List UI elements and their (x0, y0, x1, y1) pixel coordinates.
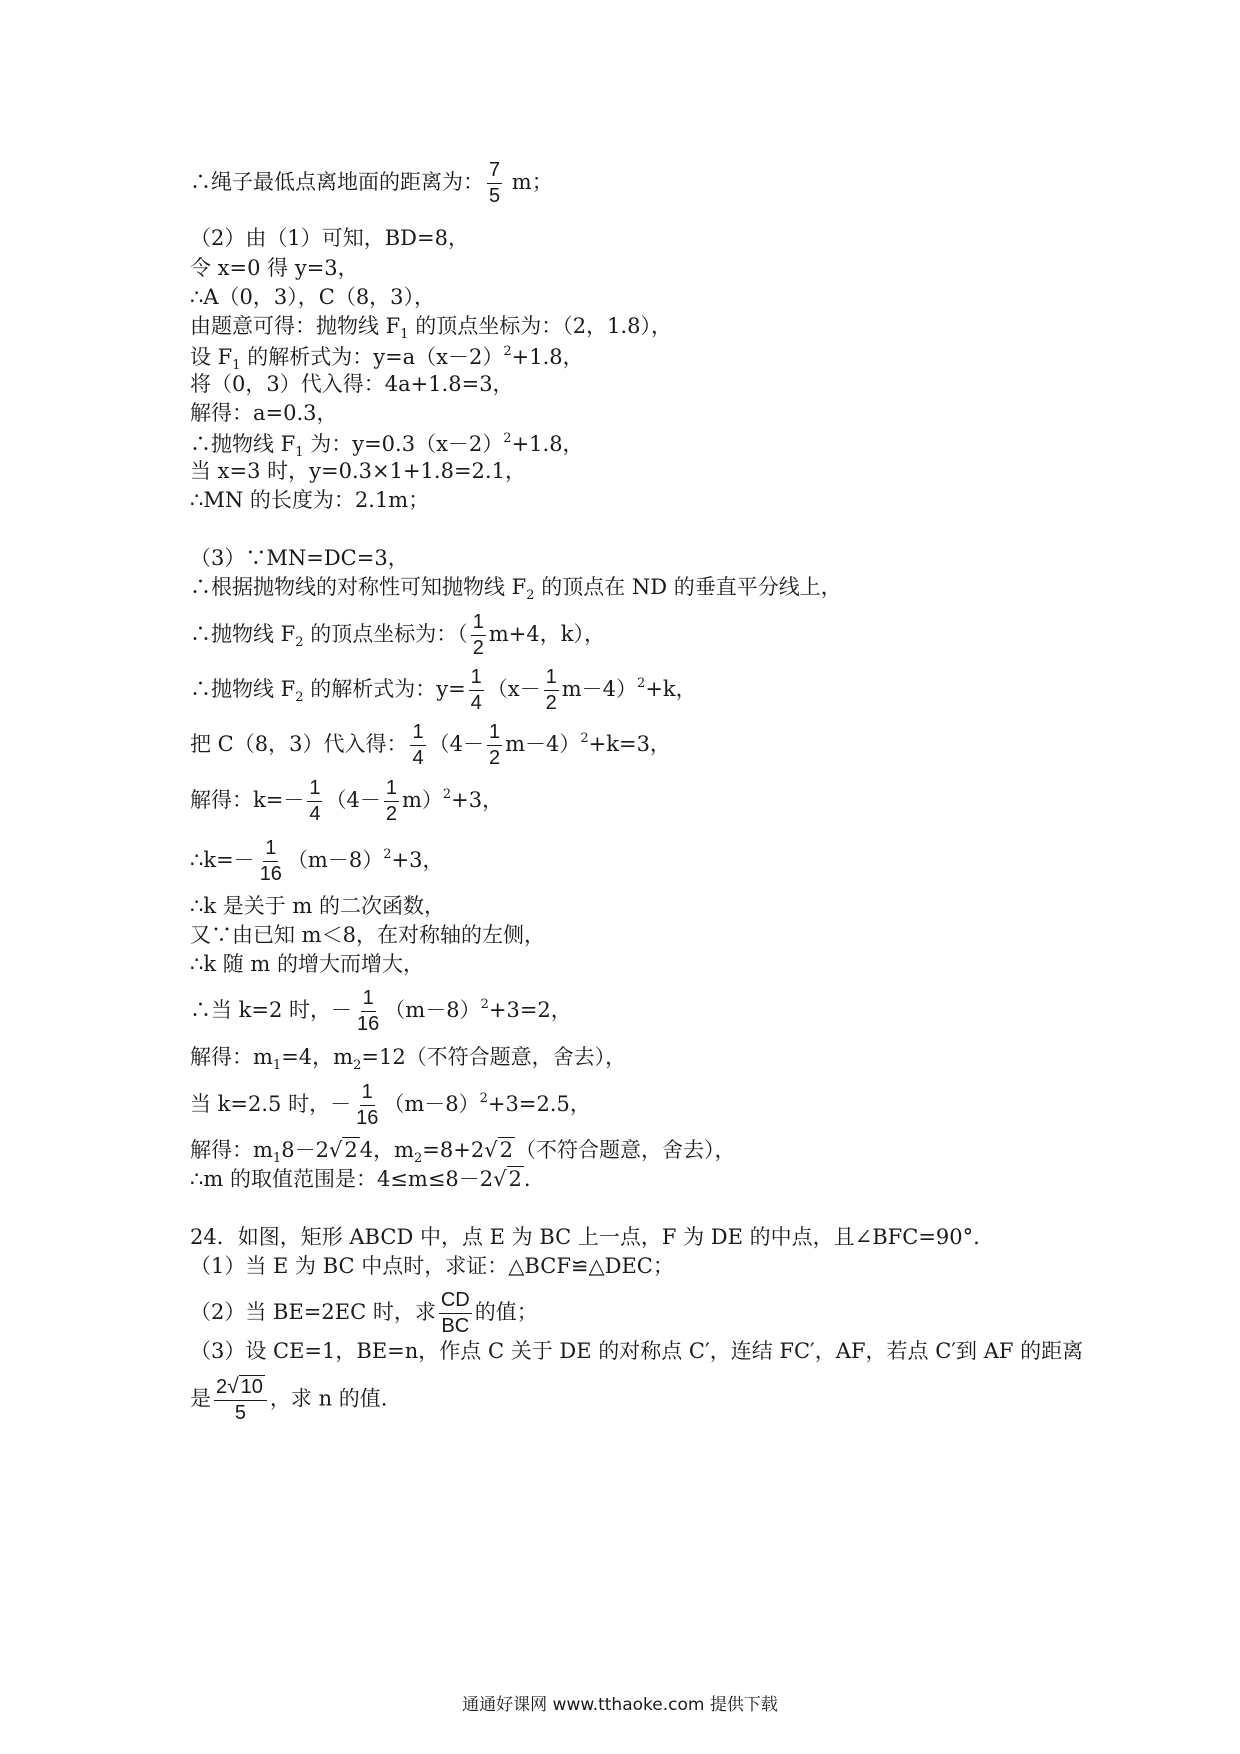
line-solution: 令 x=0 得 y=3， (190, 256, 359, 280)
line-rope-distance: ∴绳子最低点离地面的距离为： $\frac{7}{5}$ m； (190, 159, 553, 207)
line-solution: 又∵由已知 m＜8，在对称轴的左侧， (190, 923, 545, 947)
fraction: $\frac{1}{4}$ (412, 721, 424, 769)
line-solution: 当 x=3 时，y=0.3×1+1.8=2.1， (190, 459, 526, 483)
problem-24-part3-cont: 是 $\frac{2√ 10}{5}$ ，求 n 的值. (190, 1375, 388, 1425)
line-solution: ∴A（0，3），C（8，3）， (190, 285, 436, 309)
line-solution: 解得：k=－ $\frac{1}{4}$ （4－ $\frac{1}{2}$ m）$^2$+3， (190, 777, 504, 825)
line-solution: ∴k 是关于 m 的二次函数， (190, 894, 446, 918)
line-solution: ∴k 随 m 的增大而增大， (190, 952, 425, 976)
line-solution: ∴当 k=2 时，－ $\frac{1}{16}$ $(m-8)^2+3=2$， (190, 987, 572, 1035)
fraction: $\frac{1}{16}$ (357, 987, 380, 1035)
line-solution: 设 $F_1$ 的解析式为：$y=a(x-2)^2+1.8$， (190, 344, 584, 373)
problem-24-part2: （2）当 BE=2EC 时，求 $\frac{CD}{BC}$ 的值； (190, 1289, 538, 1337)
line-solution: ∴根据抛物线的对称性可知抛物线 $F_2$ 的顶点在 ND 的垂直平分线上， (190, 575, 842, 603)
fraction: $\frac{1}{16}$ (356, 1081, 379, 1129)
problem-24-part1: （1）当 E 为 BC 中点时，求证：△BCF≌△DEC； (190, 1254, 674, 1278)
fraction: $\frac{1}{4}$ (470, 666, 482, 714)
problem-24-statement: 24．如图，矩形 ABCD 中，点 E 为 BC 上一点，F 为 DE 的中点，且∠BFC=90°. (190, 1225, 980, 1249)
fraction: $\frac{CD}{BC}$ (440, 1289, 470, 1337)
line-solution: ∴k=－ $\frac{1}{16}$ $(m-8)^2+3$， (190, 837, 444, 885)
line-solution: 当 k=2.5 时，－ $\frac{1}{16}$ $(m-8)^2+3=2.5$， (190, 1081, 591, 1129)
line-solution: ∴m 的取值范围是：4≤m≤8－2√2. (190, 1167, 531, 1191)
fraction: $\frac{1}{2}$ (545, 666, 557, 714)
fraction: $\frac{1}{4}$ (309, 777, 321, 825)
square-root: √2 (328, 1138, 358, 1162)
line-solution: 由题意可得：抛物线 $F_1$ 的顶点坐标为：（2，1.8）， (190, 314, 672, 342)
fraction: $\frac{1}{16}$ (259, 837, 282, 885)
line-solution: ∴MN 的长度为：2.1m； (190, 488, 430, 512)
square-root: √2 (493, 1167, 522, 1191)
line-part3-header: （3）∵MN=DC=3， (190, 546, 409, 570)
document-page (190, 0, 1090, 1754)
square-root: √2 (484, 1138, 513, 1162)
fraction: $\frac{1}{2}$ (472, 611, 484, 659)
line-solution: ∴抛物线 $F_2$ 的解析式为：y= $\frac{1}{4}$ （x－ $\frac{1}{2}$ m－4）$^2$+k， (190, 666, 697, 714)
line-solution: ∴抛物线 $F_1$ 为：$y=0.3(x-2)^2+1.8$， (190, 431, 584, 460)
line-solution: 解得：$m_1=4$，$m_2=12$（不符合题意，舍去）， (190, 1045, 627, 1073)
line-solution: 把 C（8，3）代入得： $\frac{1}{4}$ （4－ $\frac{1}{2}$ m－4）$^2$+k=3， (190, 721, 671, 769)
line-solution: 解得：a=0.3， (190, 401, 338, 425)
line-solution: ∴抛物线 $F_2$ 的顶点坐标为：（ $\frac{1}{2}$ m+4，k）， (190, 611, 605, 659)
fraction: $\frac{2√ 10}{5}$ (214, 1376, 267, 1424)
line-solution: 将（0，3）代入得：4a+1.8=3， (190, 372, 514, 396)
line-part2-header: （2）由（1）可知，BD=8， (190, 226, 469, 250)
fraction: $\frac{1}{2}$ (385, 777, 397, 825)
fraction: $\frac{1}{2}$ (488, 721, 501, 769)
fraction: $\frac{7}{5}$ (489, 159, 501, 207)
line-solution: 解得：$m_18-2√24$，$m_2=8+2√2$（不符合题意，舍去）， (190, 1138, 736, 1166)
footer-source-credit: 通通好课网 www.tthaoke.com 提供下载 (462, 1695, 778, 1715)
square-root: √ 10 (227, 1375, 263, 1398)
problem-24-part3: （3）设 CE=1，BE=n，作点 C 关于 DE 的对称点 C′，连结 FC′，AF，若点 C′到 AF 的距离 (190, 1339, 1084, 1363)
